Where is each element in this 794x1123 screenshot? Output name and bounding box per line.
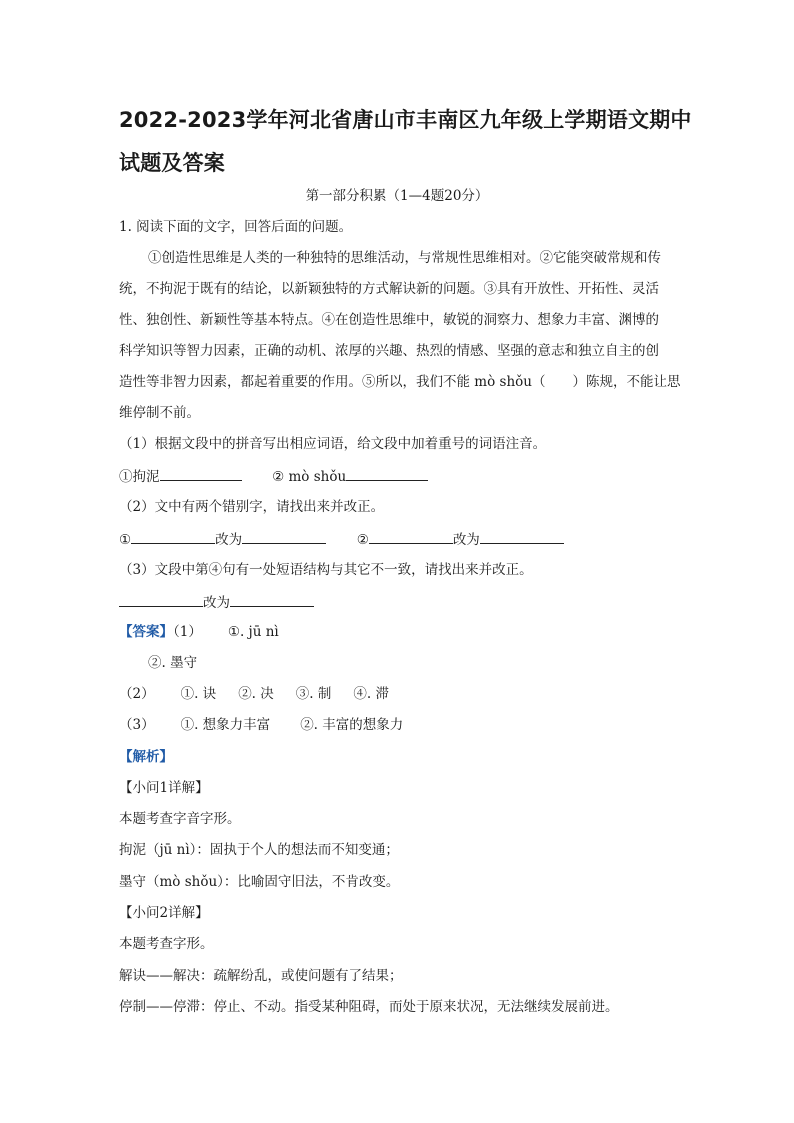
sub-question-2-prompt: （2）文中有两个错别字，请找出来并改正。: [119, 499, 385, 515]
answer-item: ④. 滞: [353, 686, 389, 702]
sub-question-3-prompt: （3）文段中第④句有一处短语结构与其它不一致，请找出来并改正。: [119, 562, 533, 578]
answer-blank: [160, 466, 242, 481]
answer-blank: [131, 529, 215, 544]
analysis-line: 拘泥（jū nì）：固执于个人的想法而不知变通；: [119, 842, 399, 858]
answer-item: ②. 墨守: [148, 655, 198, 671]
passage-line: 科学知识等智力因素，正确的动机、浓厚的兴趣、热烈的情感、坚强的意志和独立自主的创: [119, 343, 659, 359]
answer-item: ③. 制: [295, 686, 332, 702]
answer-prefix: （1）: [173, 624, 202, 640]
title-line-2: 试题及答案: [119, 151, 225, 175]
answer-blank: [242, 529, 326, 544]
blank-label: 改为: [215, 532, 243, 548]
answer-prefix: （3）: [119, 717, 155, 733]
blank-label: ②: [356, 532, 369, 548]
analysis-part-2-title: 【小问2详解】: [119, 905, 209, 921]
answer-prefix: （2）: [119, 686, 155, 702]
answer-row-2: [119, 684, 389, 704]
answer-row-1b: [148, 653, 197, 673]
analysis-line: 墨守（mò shǒu）：比喻固守旧法，不肯改变。: [119, 874, 400, 890]
answer-item: ①. 想象力丰富: [180, 717, 271, 733]
blank-label: 改为: [452, 532, 480, 548]
analysis-label: 【解析】: [119, 749, 173, 765]
passage-line: 性、独创性、新颖性等基本特点。④在创造性思维中，敏锐的洞察力、想象力丰富、渊博的: [119, 312, 659, 328]
passage-line: 维停制不前。: [119, 405, 200, 421]
sub-question-1-blanks: [119, 466, 428, 487]
analysis-part-1-title: 【小问1详解】: [119, 780, 209, 796]
title-line-1: 2022-2023学年河北省唐山市丰南区九年级上学期语文期中: [119, 108, 692, 132]
sub-question-2-blanks: [119, 529, 564, 550]
blank-label: 改为: [203, 595, 230, 611]
answer-label: 【答案】: [119, 624, 173, 640]
section-header: 第一部分积累（1—4题20分）: [305, 188, 489, 204]
answer-blank: [480, 529, 564, 544]
answer-row-1: [119, 622, 279, 642]
answer-blank: [346, 466, 428, 481]
answer-row-3: [119, 715, 403, 735]
passage-line: ①创造性思维是人类的一种独特的思维活动，与常规性思维相对。②它能突破常规和传: [148, 250, 661, 266]
analysis-line: 本题考查字音字形。: [119, 811, 241, 827]
answer-item: ②. 决: [238, 686, 274, 702]
answer-item: ②. 丰富的想象力: [300, 717, 404, 733]
answer-blank: [119, 592, 203, 607]
answer-item: ①. jū nì: [227, 624, 279, 640]
blank-label: ①: [119, 532, 132, 548]
analysis-line: 本题考查字形。: [119, 936, 214, 952]
analysis-line: 停制——停滞：停止、不动。指受某种阻碍，而处于原来状况，无法继续发展前进。: [119, 999, 619, 1015]
answer-blank: [230, 592, 314, 607]
analysis-line: 解诀——解决：疏解纷乱，或使问题有了结果；: [119, 968, 403, 984]
question-1-stem: 1. 阅读下面的文字，回答后面的问题。: [119, 219, 353, 235]
sub-question-1-prompt: （1）根据文段中的拼音写出相应词语，给文段中加着重号的词语注音。: [119, 436, 547, 452]
blank-label: ①拘泥: [119, 469, 160, 485]
sub-question-3-blanks: [119, 592, 314, 613]
answer-item: ①. 诀: [180, 686, 217, 702]
answer-blank: [369, 529, 453, 544]
passage-line: 造性等非智力因素，都起着重要的作用。⑤所以，我们不能 mò shǒu（ ）陈规，不能让思: [119, 374, 681, 390]
passage-line: 统，不拘泥于既有的结论，以新颖独特的方式解诀新的问题。③具有开放性、开拓性、灵活: [119, 281, 659, 297]
blank-label: ② mò shǒu: [272, 469, 347, 485]
